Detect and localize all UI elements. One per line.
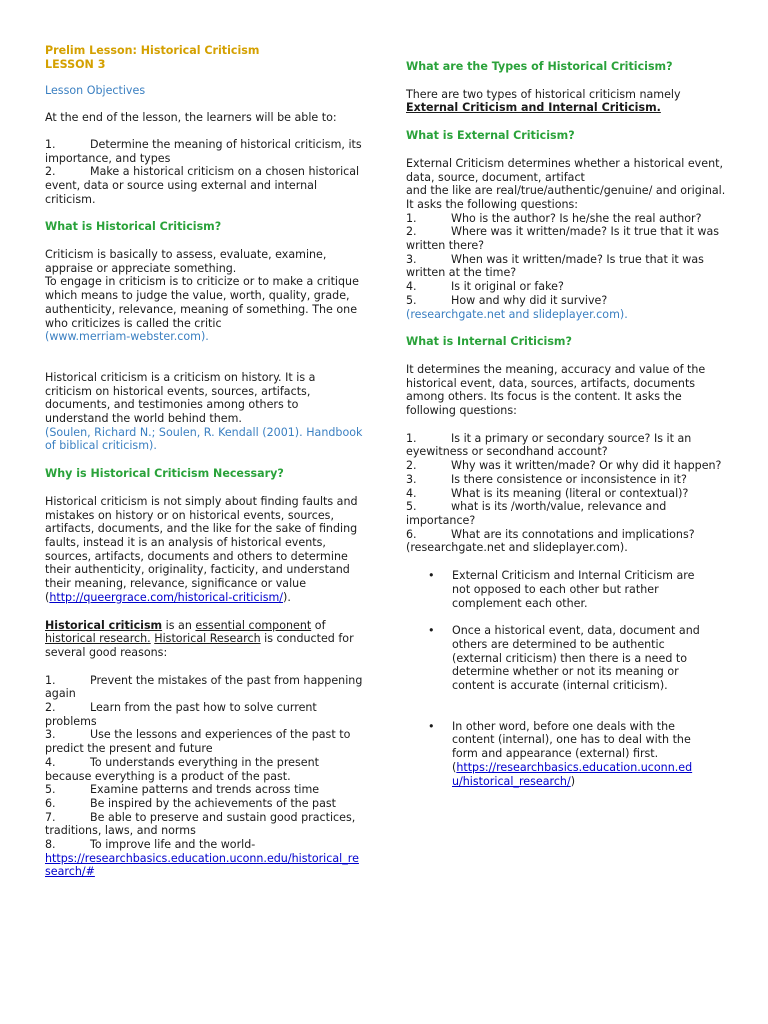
types-intro: There are two types of historical criticism namely — [406, 87, 681, 101]
list-item: 7. Be able to preserve and sustain good practices, traditions, laws, and norms — [45, 810, 356, 838]
list-item: 2. Why was it written/made? Or why did it happen? — [406, 459, 722, 473]
types-heading: What are the Types of Historical Criticism? — [406, 60, 673, 73]
bullet-item: • In other word, before one deals with the content (internal), one has to deal with the form and appearance (external) first. (https://researchbasics.education.uconn.edu/historical_research/) — [428, 719, 693, 788]
external-line: External Criticism determines whether a historical event, data, source, document, artifact — [406, 156, 723, 184]
list-item: 4. What is its meaning (literal or contextual)? — [406, 486, 689, 500]
external-questions — [406, 212, 726, 308]
definition-line: Criticism is basically to assess, evaluate, examine, appraise or appreciate something. — [45, 248, 327, 275]
objectives-intro: At the end of the lesson, the learners will be able to: — [45, 111, 337, 125]
internal-paragraph: It determines the meaning, accuracy and value of the historical event, data, sources, artifacts, documents among others. Its focus is the content. It asks the following questions: — [406, 362, 706, 418]
list-item: 8. To improve life and the world- — [45, 838, 256, 852]
bullet-item: • Once a historical event, data, document and others are determined to be authentic (external criticism) then there is a need to determine whether or not its meaning or content is accurate (internal criticism). — [428, 624, 700, 693]
list-item: 4. Is it original or fake? — [406, 280, 564, 294]
objectives-list — [45, 138, 363, 207]
bullet-icon: • — [428, 569, 435, 583]
definition-citation: (www.merriam-webster.com). — [45, 330, 209, 344]
list-item: 1. Determine the meaning of historical criticism, its importance, and types — [45, 137, 362, 165]
component-paragraph: Historical criticism is an essential component of historical research. Historical Research is conducted for several good reasons: — [45, 618, 354, 659]
list-item: 6. What are its connotations and implications? — [406, 527, 695, 541]
list-item: 1. Who is the author? Is he/she the real author? — [406, 211, 702, 225]
external-heading: What is External Criticism? — [406, 129, 575, 143]
list-item: 6. Be inspired by the achievements of the past — [45, 796, 337, 810]
history-citation: (Soulen, Richard N.; Soulen, R. Kendall (2001). Handbook of biblical criticism). — [45, 425, 363, 453]
external-line: It asks the following questions: — [406, 197, 579, 211]
what-is-heading: What is Historical Criticism? — [45, 220, 222, 234]
list-item: 5. what is its /worth/value, relevance and importance? — [406, 500, 667, 527]
list-item: 3. When was it written/made? Is true that it was written at the time? — [406, 252, 704, 280]
history-paragraph: Historical criticism is a criticism on history. It is a criticism on historical events, sources, artifacts, documents, and testimonies among others to understand the world behind them. — [45, 370, 316, 426]
why-heading: Why is Historical Criticism Necessary? — [45, 467, 284, 481]
definition-line: To engage in criticism is to criticize or to make a critique which means to judge the value, worth, quality, grade, authenticity, relevance, meaning of something. The one who criticizes is called the critic — [45, 275, 359, 330]
queergrace-link[interactable]: http://queergrace.com/historical-criticism/ — [49, 590, 284, 604]
right-column — [406, 60, 726, 788]
uconn-research-link[interactable]: https://researchbasics.education.uconn.edu/historical_research/ — [452, 760, 693, 788]
types-names: External Criticism and Internal Criticism. — [406, 101, 661, 115]
list-item: 2. Learn from the past how to solve current problems — [45, 701, 317, 728]
list-item: 3. Use the lessons and experiences of the past to predict the present and future — [45, 728, 351, 756]
left-column — [45, 44, 363, 879]
lesson-number: LESSON 3 — [45, 57, 106, 71]
document-title: Prelim Lesson: Historical Criticism — [45, 44, 260, 57]
why-paragraph: Historical criticism is not simply about finding faults and mistakes on history or on historical events, sources, artifacts, documents, and the like for the sake of finding faults, instead it is an analysis of historical events, sources, artifacts, documents and others to determine their authenticity, originality, facticity, and understand their meaning, relevance, significance or value (http://queergrace.com/historical-criticism/). — [45, 494, 358, 604]
list-item: 5. How and why did it survive? — [406, 293, 608, 307]
list-item: 3. Is there consistence or inconsistence in it? — [406, 472, 687, 486]
internal-heading: What is Internal Criticism? — [406, 335, 572, 349]
internal-questions — [406, 432, 726, 542]
internal-citation: (researchgate.net and slideplayer.com). — [406, 541, 628, 555]
bullet-icon: • — [428, 624, 435, 638]
uconn-link[interactable]: https://researchbasics.education.uconn.edu/historical_research/# — [45, 851, 359, 879]
list-item: 4. To understands everything in the present because everything is a product of the past. — [45, 755, 319, 783]
list-item: 1. Is it a primary or secondary source? Is it an eyewitness or secondhand account? — [406, 431, 692, 459]
list-item: 2. Make a historical criticism on a chosen historical event, data or source using external and internal criticism. — [45, 165, 360, 206]
list-item: 2. Where was it written/made? Is it true that it was written there? — [406, 225, 720, 253]
list-item: 1. Prevent the mistakes of the past from happening again — [45, 673, 363, 701]
reasons-list — [45, 674, 363, 852]
list-item: 5. Examine patterns and trends across time — [45, 783, 320, 797]
objectives-heading: Lesson Objectives — [45, 84, 146, 98]
external-citation: (researchgate.net and slideplayer.com). — [406, 307, 628, 321]
bullet-icon: • — [428, 719, 435, 733]
external-line: and the like are real/true/authentic/genuine/ and original. — [406, 184, 726, 198]
bullet-item: • External Criticism and Internal Criticism are not opposed to each other but rather complement each other. — [428, 569, 695, 610]
